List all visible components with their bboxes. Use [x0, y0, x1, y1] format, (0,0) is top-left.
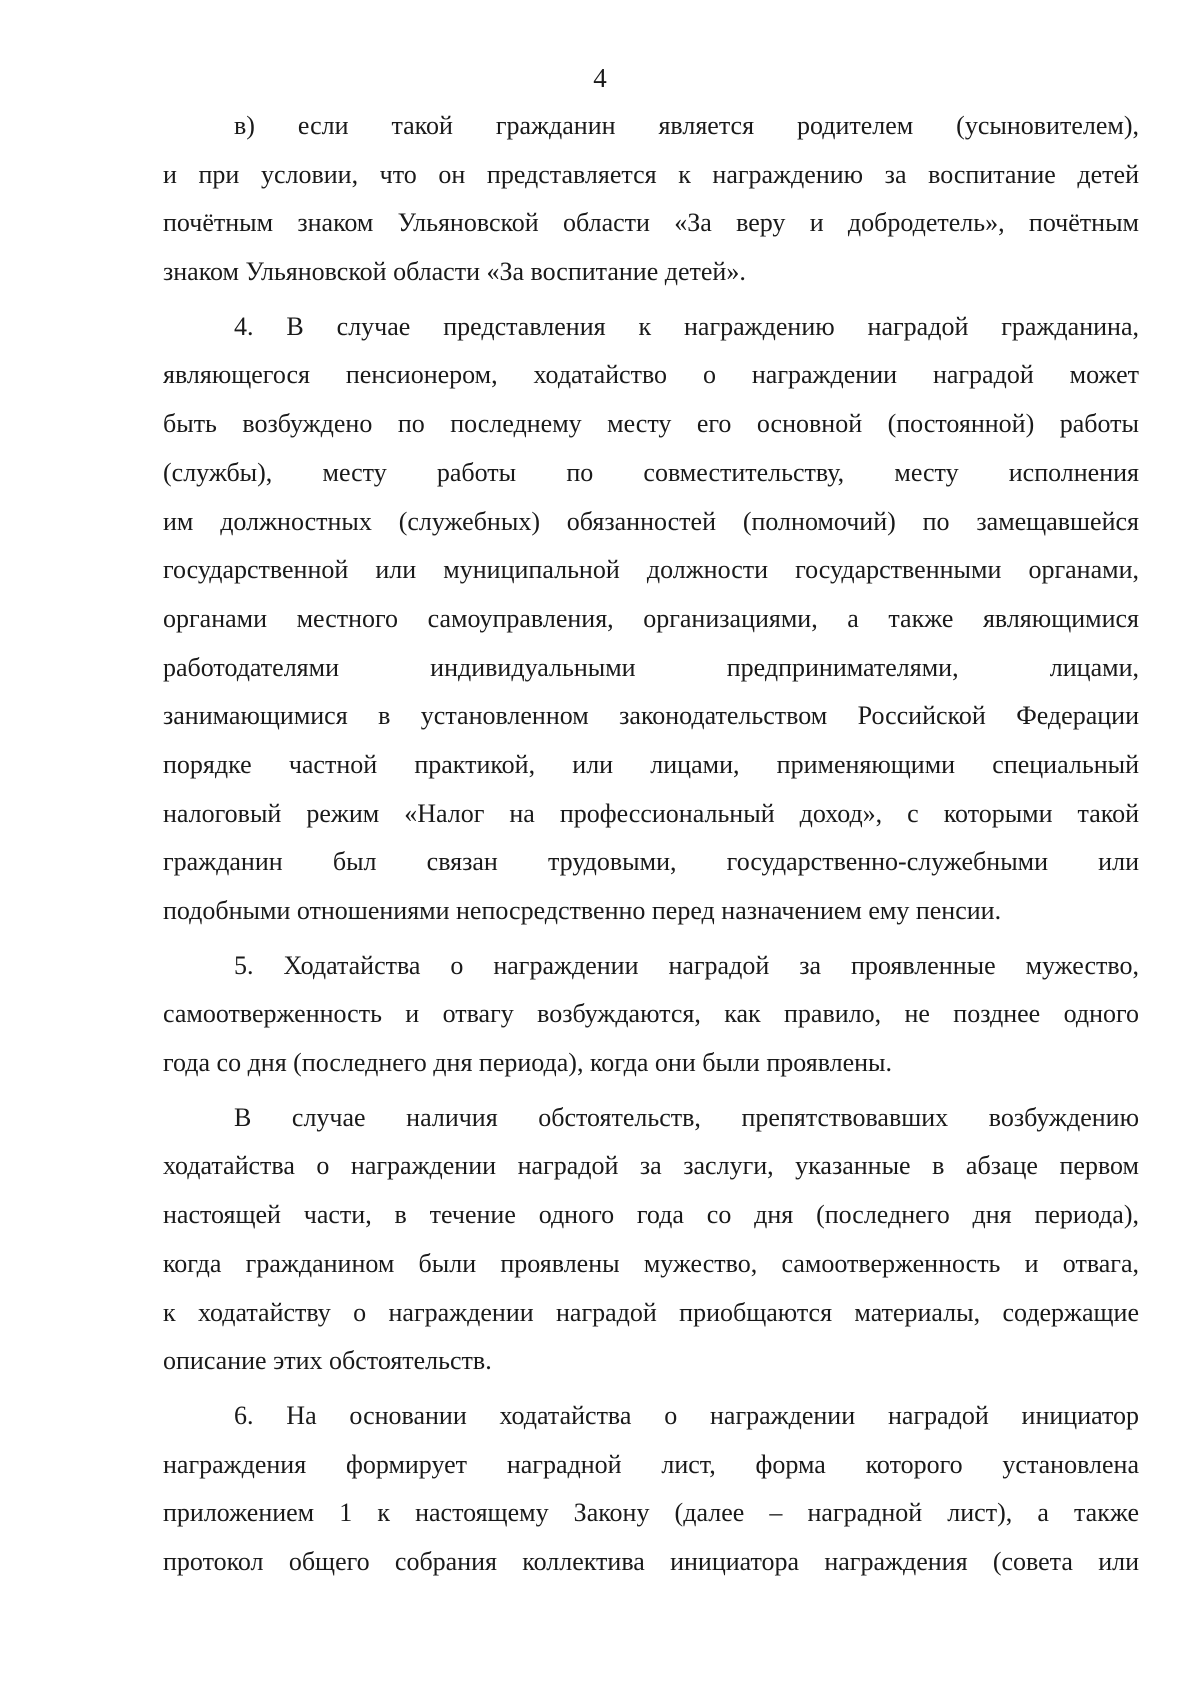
- text-line: почётным знаком Ульяновской области «За веру и добродетель», почётным: [163, 208, 1139, 238]
- text-line: протокол общего собрания коллектива инициатора награждения (совета или: [163, 1546, 1139, 1576]
- paragraph-section-5-continued: [163, 1094, 1139, 1386]
- paragraph-section-6: [163, 1392, 1139, 1587]
- paragraph-section-5: [163, 942, 1139, 1088]
- text-line: занимающимися в установленном законодательством Российской Федерации: [163, 701, 1139, 731]
- text-line: 5. Ходатайства о награждении наградой за проявленные мужество,: [234, 950, 1139, 980]
- text-line: настоящей части, в течение одного года со дня (последнего дня периода),: [163, 1200, 1139, 1230]
- text-line: когда гражданином были проявлены мужество, самоотверженность и отвага,: [163, 1248, 1139, 1278]
- text-line: приложением 1 к настоящему Закону (далее – наградной лист), а также: [163, 1498, 1139, 1528]
- text-line: к ходатайству о награждении наградой приобщаются материалы, содержащие: [163, 1297, 1139, 1327]
- text-line: ходатайства о награждении наградой за заслуги, указанные в абзаце первом: [163, 1151, 1139, 1181]
- text-line: государственной или муниципальной должности государственными органами,: [163, 555, 1139, 585]
- text-line: гражданин был связан трудовыми, государственно-служебными или: [163, 847, 1139, 877]
- paragraph-section-4: [163, 303, 1139, 936]
- text-line: порядке частной практикой, или лицами, применяющими специальный: [163, 749, 1139, 779]
- document-body: [163, 102, 1139, 1587]
- text-line: органами местного самоуправления, организациями, а также являющимися: [163, 603, 1139, 633]
- text-line: описание этих обстоятельств.: [163, 1346, 492, 1376]
- page-number: 4: [593, 63, 607, 93]
- text-line: работодателями индивидуальными предпринимателями, лицами,: [163, 652, 1139, 682]
- text-line: В случае наличия обстоятельств, препятствовавших возбуждению: [234, 1102, 1139, 1132]
- text-line: 4. В случае представления к награждению наградой гражданина,: [234, 311, 1139, 341]
- text-line: года со дня (последнего дня периода), когда они были проявлены.: [163, 1048, 893, 1078]
- text-line: знаком Ульяновской области «За воспитание детей».: [163, 257, 746, 287]
- text-line: и при условии, что он представляется к награждению за воспитание детей: [163, 159, 1139, 189]
- text-line: подобными отношениями непосредственно перед назначением ему пенсии.: [163, 896, 1002, 925]
- text-line: 6. На основании ходатайства о награждении наградой инициатор: [234, 1400, 1139, 1430]
- text-line: налоговый режим «Налог на профессиональный доход», с которыми такой: [163, 798, 1139, 828]
- text-line: (службы), месту работы по совместительству, месту исполнения: [163, 457, 1139, 487]
- text-line: быть возбуждено по последнему месту его основной (постоянной) работы: [163, 409, 1139, 439]
- text-line: в) если такой гражданин является родителем (усыновителем),: [234, 111, 1139, 140]
- text-line: самоотверженность и отвагу возбуждаются, как правило, не позднее одного: [163, 999, 1139, 1029]
- text-line: им должностных (служебных) обязанностей (полномочий) по замещавшейся: [163, 506, 1139, 536]
- paragraph-item-v: [163, 102, 1139, 297]
- text-line: награждения формирует наградной лист, форма которого установлена: [163, 1449, 1139, 1479]
- text-line: являющегося пенсионером, ходатайство о награждении наградой может: [163, 360, 1139, 390]
